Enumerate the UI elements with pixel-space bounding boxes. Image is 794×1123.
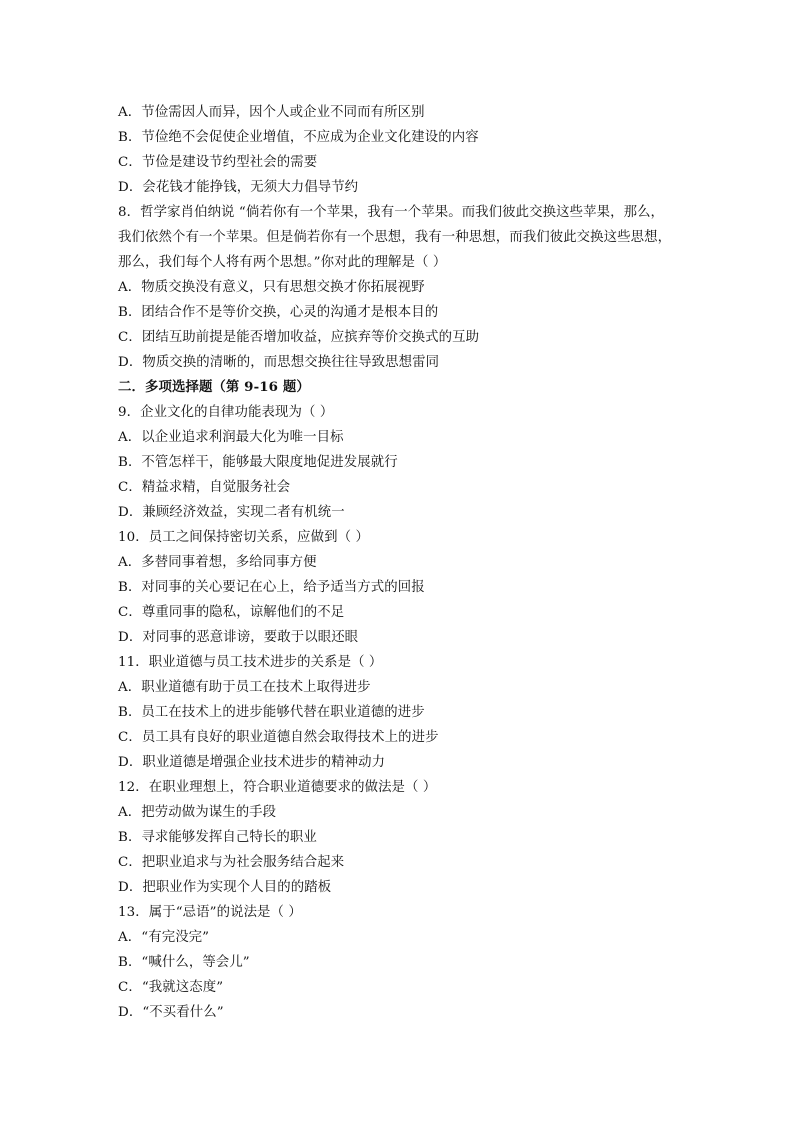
- q10-option-d: D．对同事的恶意诽谤，要敢于以眼还眼: [118, 630, 359, 645]
- q10-stem: 10．员工之间保持密切关系，应做到（ ）: [118, 530, 369, 545]
- q12-option-d: D．把职业作为实现个人目的的踏板: [118, 880, 332, 895]
- q11-stem: 11．职业道德与员工技术进步的关系是（ ）: [118, 655, 383, 670]
- q12-option-b: B．寻求能够发挥自己特长的职业: [118, 830, 317, 845]
- q10-option-c: C．尊重同事的隐私，谅解他们的不足: [118, 605, 345, 620]
- q11-option-a: A．职业道德有助于员工在技术上取得进步: [118, 680, 371, 695]
- q10-option-b: B．对同事的关心要记在心上，给予适当方式的回报: [118, 580, 425, 595]
- q9-option-a: A．以企业追求利润最大化为唯一目标: [118, 430, 344, 445]
- q13-option-c: C．“我就这态度”: [118, 980, 224, 995]
- q11-option-c: C．员工具有良好的职业道德自然会取得技术上的进步: [118, 730, 439, 745]
- document-page: [118, 100, 698, 1025]
- q13-option-b: B．“喊什么，等会儿”: [118, 955, 250, 970]
- q9-option-d: D．兼顾经济效益，实现二者有机统一: [118, 505, 345, 520]
- q13-option-a: A．“有完没完”: [118, 930, 210, 945]
- q7-option-b: B．节俭绝不会促使企业增值，不应成为企业文化建设的内容: [118, 130, 479, 145]
- q13-stem: 13．属于“忌语”的说法是（ ）: [118, 905, 302, 920]
- q8-option-a: A．物质交换没有意义，只有思想交换才你拓展视野: [118, 280, 425, 295]
- q11-option-d: D．职业道德是增强企业技术进步的精神动力: [118, 755, 386, 770]
- q8-option-c: C．团结互助前提是能否增加收益，应摈弃等价交换式的互助: [118, 330, 480, 345]
- q8-option-d: D．物质交换的清晰的，而思想交换往往导致思想雷同: [118, 355, 440, 370]
- q7-option-d: D．会花钱才能挣钱，无须大力倡导节约: [118, 180, 359, 195]
- q7-option-a: A．节俭需因人而异，因个人或企业不同而有所区别: [118, 105, 425, 120]
- q10-option-a: A．多替同事着想，多给同事方便: [118, 555, 317, 570]
- q8-stem-line-2: 我们依然个有一个苹果。但是倘若你有一个思想，我有一种思想，而我们彼此交换这些思想，: [118, 230, 672, 245]
- q9-stem: 9．企业文化的自律功能表现为（ ）: [118, 405, 334, 420]
- q8-option-b: B．团结合作不是等价交换，心灵的沟通才是根本目的: [118, 305, 439, 320]
- q11-option-b: B．员工在技术上的进步能够代替在职业道德的进步: [118, 705, 425, 720]
- q12-stem: 12．在职业理想上，符合职业道德要求的做法是（ ）: [118, 780, 437, 795]
- q12-option-a: A．把劳动做为谋生的手段: [118, 805, 277, 820]
- q9-option-c: C．精益求精，自觉服务社会: [118, 480, 291, 495]
- q8-stem-line-1: 8．哲学家肖伯纳说 “倘若你有一个苹果，我有一个苹果。而我们彼此交换这些苹果，那么，: [118, 205, 665, 220]
- q7-option-c: C．节俭是建设节约型社会的需要: [118, 155, 318, 170]
- q13-option-d: D．“不买看什么”: [118, 1005, 224, 1020]
- section-2-title: 二．多项选择题（第 9-16 题）: [118, 379, 310, 395]
- q8-stem-line-3: 那么，我们每个人将有两个思想。”你对此的理解是（ ）: [118, 255, 447, 270]
- q12-option-c: C．把职业追求与为社会服务结合起来: [118, 855, 345, 870]
- q9-option-b: B．不管怎样干，能够最大限度地促进发展就行: [118, 455, 398, 470]
